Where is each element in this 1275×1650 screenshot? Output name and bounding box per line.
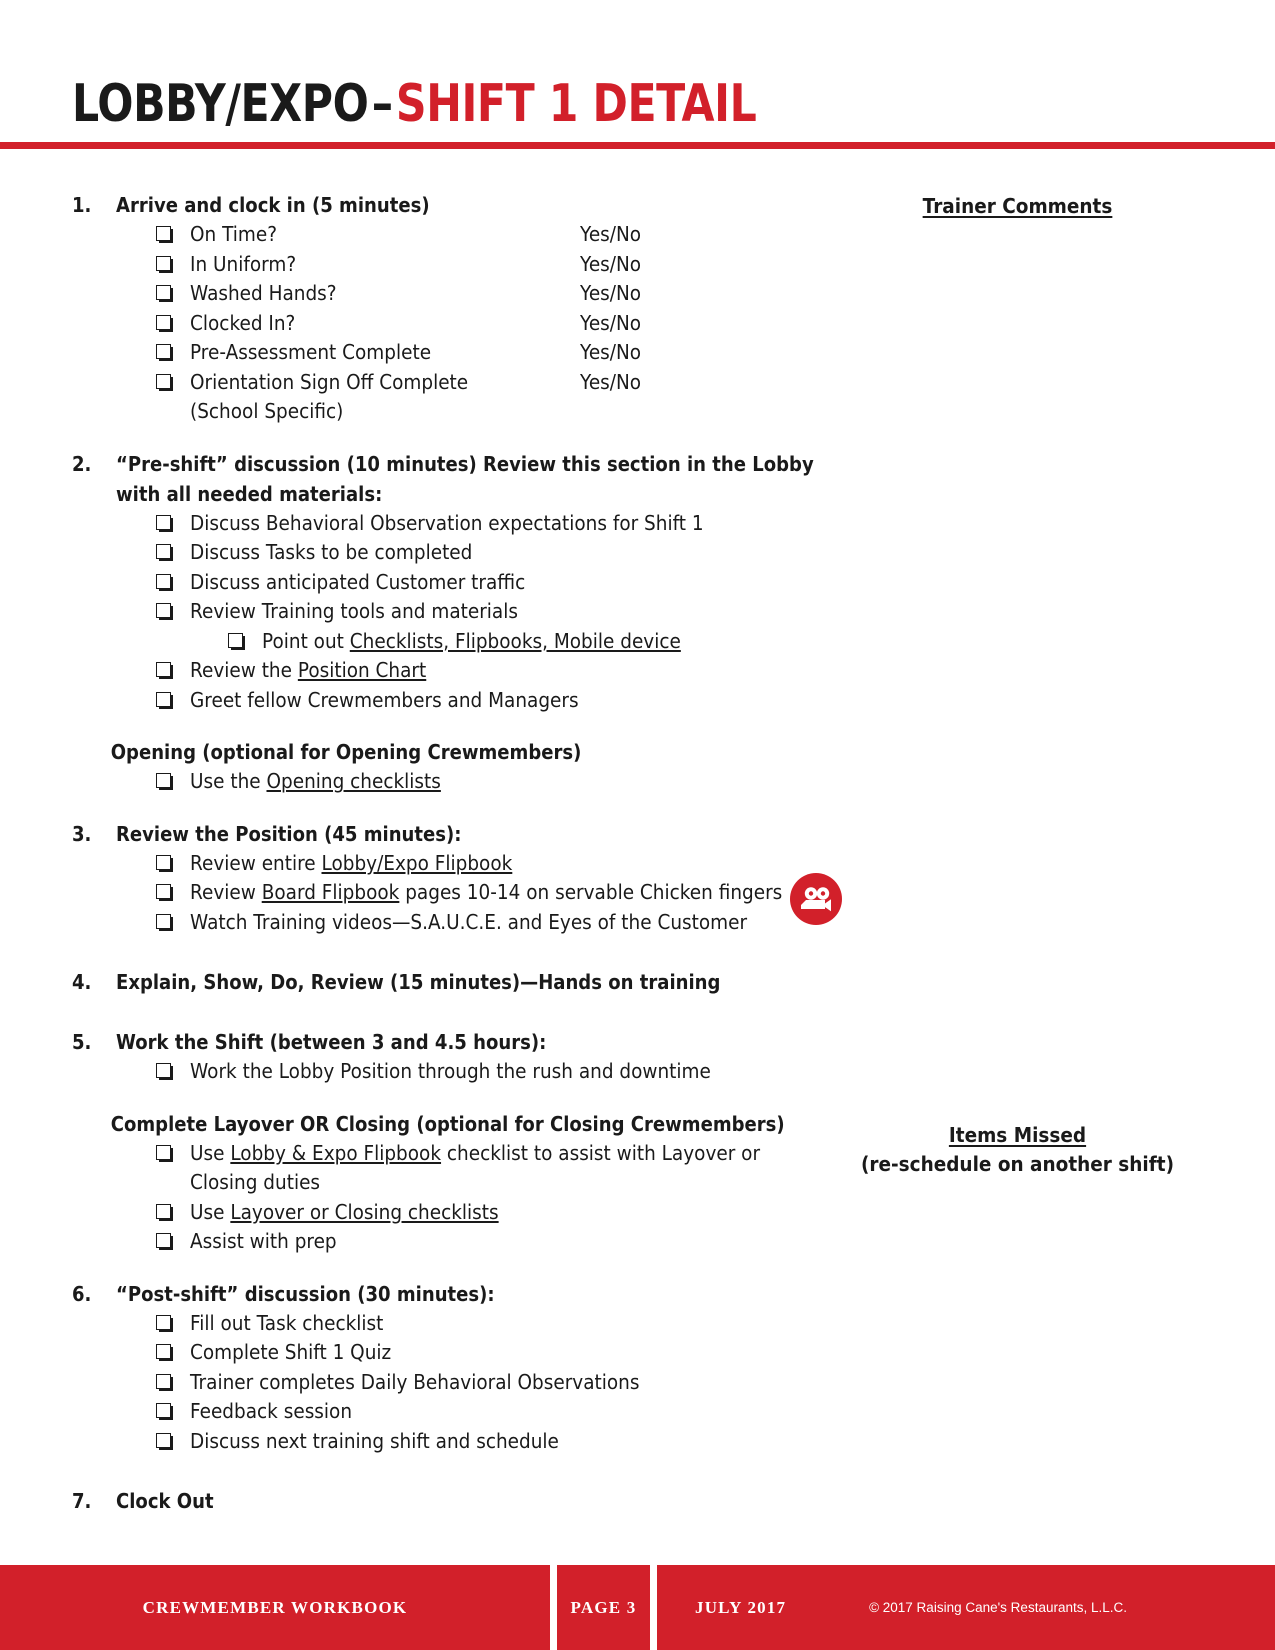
page-header — [0, 0, 1275, 150]
check-item[interactable] — [72, 220, 832, 250]
check-item-label — [190, 656, 426, 686]
check-item-text-post: pages 10-14 on servable Chicken fingers — [399, 880, 783, 904]
layover-closing-items — [72, 1139, 832, 1257]
step-6 — [72, 1279, 832, 1309]
check-item[interactable] — [72, 1309, 832, 1339]
step-2-number: 2. — [72, 451, 92, 476]
check-item[interactable] — [72, 1057, 832, 1087]
checkbox-icon[interactable] — [156, 855, 171, 870]
check-item-text-pre: Use the — [190, 769, 267, 793]
check-item-text-underline: Layover or Closing checklists — [230, 1199, 499, 1224]
check-item[interactable] — [72, 309, 832, 339]
check-item-label: Clocked In? — [190, 310, 296, 335]
check-item-label — [190, 1139, 831, 1198]
check-item[interactable] — [72, 250, 832, 280]
checkbox-icon[interactable] — [156, 1315, 171, 1330]
check-item[interactable] — [72, 1338, 832, 1368]
check-item-label: Discuss anticipated Customer traffic — [190, 569, 526, 594]
yes-no-label: Yes/No — [580, 340, 642, 364]
check-item-label — [262, 627, 681, 657]
step-4 — [72, 967, 832, 997]
checkbox-icon[interactable] — [156, 226, 171, 241]
check-item-label: Discuss Behavioral Observation expectations for Shift 1 — [190, 510, 704, 535]
checkbox-icon[interactable] — [156, 315, 171, 330]
check-item[interactable] — [72, 279, 832, 309]
check-item[interactable] — [72, 908, 832, 938]
check-item-text-underline: Lobby & Expo Flipbook — [230, 1140, 442, 1165]
check-item-text-pre: Use — [190, 1199, 231, 1224]
checkbox-icon[interactable] — [228, 633, 243, 648]
step-1-number: 1. — [72, 193, 92, 217]
check-item[interactable] — [72, 538, 832, 568]
step-3-number: 3. — [72, 821, 92, 846]
trainer-comments-heading: Trainer Comments — [922, 194, 1113, 218]
checklist-column — [72, 150, 832, 1516]
check-item-text-post: checklist to assist with Layover or Closing duties — [190, 1140, 761, 1194]
layover-closing-subheading: Complete Layover OR Closing (optional for Closing Crewmembers) — [110, 1111, 785, 1136]
step-2-items — [72, 509, 832, 716]
step-1-title: Arrive and clock in (5 minutes) — [116, 193, 430, 217]
checkbox-icon[interactable] — [156, 1403, 171, 1418]
step-6-number: 6. — [72, 1281, 92, 1306]
page-title-dash: – — [371, 74, 393, 134]
checkbox-icon[interactable] — [156, 884, 171, 899]
checkbox-icon[interactable] — [156, 544, 171, 559]
checkbox-icon[interactable] — [156, 1233, 171, 1248]
step-1-items — [72, 220, 832, 397]
check-item-label — [190, 767, 441, 797]
check-item-text-underline: Lobby/Expo Flipbook — [321, 850, 513, 875]
check-item[interactable] — [72, 338, 832, 368]
check-item-label — [190, 1198, 499, 1228]
page-footer — [0, 1565, 1275, 1650]
checkbox-icon[interactable] — [156, 285, 171, 300]
check-item-label: Greet fellow Crewmembers and Managers — [190, 687, 579, 712]
check-item[interactable] — [72, 849, 832, 879]
checkbox-icon[interactable] — [156, 1204, 171, 1219]
yes-no-label: Yes/No — [580, 222, 642, 246]
checkbox-icon[interactable] — [156, 1374, 171, 1389]
checkbox-icon[interactable] — [156, 1433, 171, 1448]
yes-no-label: Yes/No — [580, 310, 642, 335]
check-item-label: Pre-Assessment Complete — [190, 340, 432, 364]
check-item-text-pre: Use — [190, 1140, 231, 1165]
footer-workbook-label: CREWMEMBER WORKBOOK — [0, 1565, 550, 1650]
step-5 — [72, 1027, 832, 1057]
page-title — [72, 76, 756, 132]
step-3-items — [72, 849, 832, 938]
check-item-label: Orientation Sign Off Complete — [190, 369, 469, 394]
checkbox-icon[interactable] — [156, 1145, 171, 1160]
step-6-items — [72, 1309, 832, 1457]
step-3 — [72, 819, 832, 849]
check-item[interactable] — [72, 656, 832, 686]
check-item[interactable] — [72, 1139, 832, 1198]
step-2-title: “Pre-shift” discussion (10 minutes) Review this section in the Lobby with all needed materials: — [116, 451, 814, 506]
step-5-number: 5. — [72, 1030, 92, 1054]
document-body — [0, 150, 1275, 1550]
checkbox-icon[interactable] — [156, 662, 171, 677]
check-item[interactable] — [72, 1227, 832, 1257]
check-item-label: Review Training tools and materials — [190, 599, 518, 623]
check-item-label: Discuss Tasks to be completed — [190, 540, 473, 564]
check-item-text-pre: Review entire — [190, 850, 322, 875]
check-item-label: Discuss next training shift and schedule — [190, 1428, 559, 1453]
checkbox-icon[interactable] — [156, 344, 171, 359]
checkbox-icon[interactable] — [156, 574, 171, 589]
check-item-label: Fill out Task checklist — [190, 1310, 384, 1335]
checkbox-icon[interactable] — [156, 1063, 171, 1078]
checkbox-icon[interactable] — [156, 603, 171, 618]
right-annotation-column — [830, 150, 1205, 1179]
yes-no-label: Yes/No — [580, 369, 642, 394]
opening-items — [72, 767, 832, 797]
page-title-dark: LOBBY/EXPO — [72, 74, 369, 134]
check-item-label — [190, 878, 782, 908]
check-item[interactable] — [72, 627, 832, 657]
check-item[interactable] — [72, 878, 832, 908]
checkbox-icon[interactable] — [156, 515, 171, 530]
step-4-title: Explain, Show, Do, Review (15 minutes)—Hands on training — [116, 970, 721, 994]
check-item-text-underline: Checklists, Flipbooks, Mobile device — [349, 628, 681, 653]
checkbox-icon[interactable] — [156, 374, 171, 389]
check-item[interactable] — [72, 1427, 832, 1457]
check-item[interactable] — [72, 597, 832, 627]
items-missed-subheading: (re-schedule on another shift) — [860, 1152, 1175, 1176]
opening-subheading: Opening (optional for Opening Crewmembers) — [110, 740, 582, 764]
check-item[interactable] — [72, 1198, 832, 1228]
check-item-label: Assist with prep — [190, 1229, 337, 1253]
header-divider — [0, 142, 1275, 149]
check-item-text-pre: Point out — [262, 628, 350, 653]
footer-page-number: PAGE 3 — [557, 1565, 650, 1650]
step-5-title: Work the Shift (between 3 and 4.5 hours): — [116, 1030, 547, 1054]
checkbox-icon[interactable] — [156, 773, 171, 788]
step-4-number: 4. — [72, 970, 92, 994]
step-1 — [72, 190, 832, 220]
step-7-title: Clock Out — [116, 1489, 214, 1513]
footer-divider — [550, 1565, 557, 1650]
check-item-text-underline: Position Chart — [297, 658, 427, 682]
footer-right-block — [657, 1565, 1275, 1650]
checkbox-icon[interactable] — [156, 256, 171, 271]
check-item-text-pre: Review the — [190, 658, 298, 682]
checkbox-icon[interactable] — [156, 692, 171, 707]
check-item[interactable] — [72, 568, 832, 598]
check-item-label: Watch Training videos—S.A.U.C.E. and Eyes of the Customer — [190, 909, 748, 934]
step-2 — [72, 449, 832, 509]
check-item-label: Washed Hands? — [190, 281, 337, 305]
footer-copyright: © 2017 Raising Cane's Restaurants, L.L.C. — [869, 1600, 1127, 1615]
check-item-label — [190, 849, 512, 879]
check-item-label: Trainer completes Daily Behavioral Observations — [190, 1369, 640, 1394]
checkbox-icon[interactable] — [156, 914, 171, 929]
yes-no-label: Yes/No — [580, 251, 642, 276]
check-item-text-underline: Opening checklists — [266, 769, 441, 793]
check-item[interactable] — [72, 509, 832, 539]
check-item-text-pre: Review — [190, 880, 262, 904]
check-item-label: In Uniform? — [190, 251, 297, 276]
footer-divider — [650, 1565, 657, 1650]
check-item[interactable] — [72, 686, 832, 716]
check-item-label: Complete Shift 1 Quiz — [190, 1340, 392, 1364]
step-1-continuation-label: (School Specific) — [190, 399, 344, 423]
check-item-text-underline: Board Flipbook — [261, 880, 400, 904]
step-7-number: 7. — [72, 1489, 92, 1513]
footer-date: JULY 2017 — [695, 1597, 787, 1617]
check-item[interactable] — [72, 1368, 832, 1398]
yes-no-label: Yes/No — [580, 281, 642, 305]
step-5-items — [72, 1057, 832, 1087]
check-item[interactable] — [72, 368, 832, 398]
page-title-red: SHIFT 1 DETAIL — [395, 74, 757, 134]
check-item-label: On Time? — [190, 222, 278, 246]
check-item[interactable] — [72, 767, 832, 797]
check-item-label: Work the Lobby Position through the rush and downtime — [190, 1059, 711, 1083]
items-missed-heading: Items Missed — [948, 1123, 1087, 1147]
check-item[interactable] — [72, 1397, 832, 1427]
step-7 — [72, 1486, 832, 1516]
step-6-title: “Post-shift” discussion (30 minutes): — [116, 1281, 495, 1306]
step-3-title: Review the Position (45 minutes): — [116, 821, 462, 846]
checkbox-icon[interactable] — [156, 1344, 171, 1359]
check-item-label: Feedback session — [190, 1399, 353, 1423]
step-1-continuation — [72, 397, 832, 427]
